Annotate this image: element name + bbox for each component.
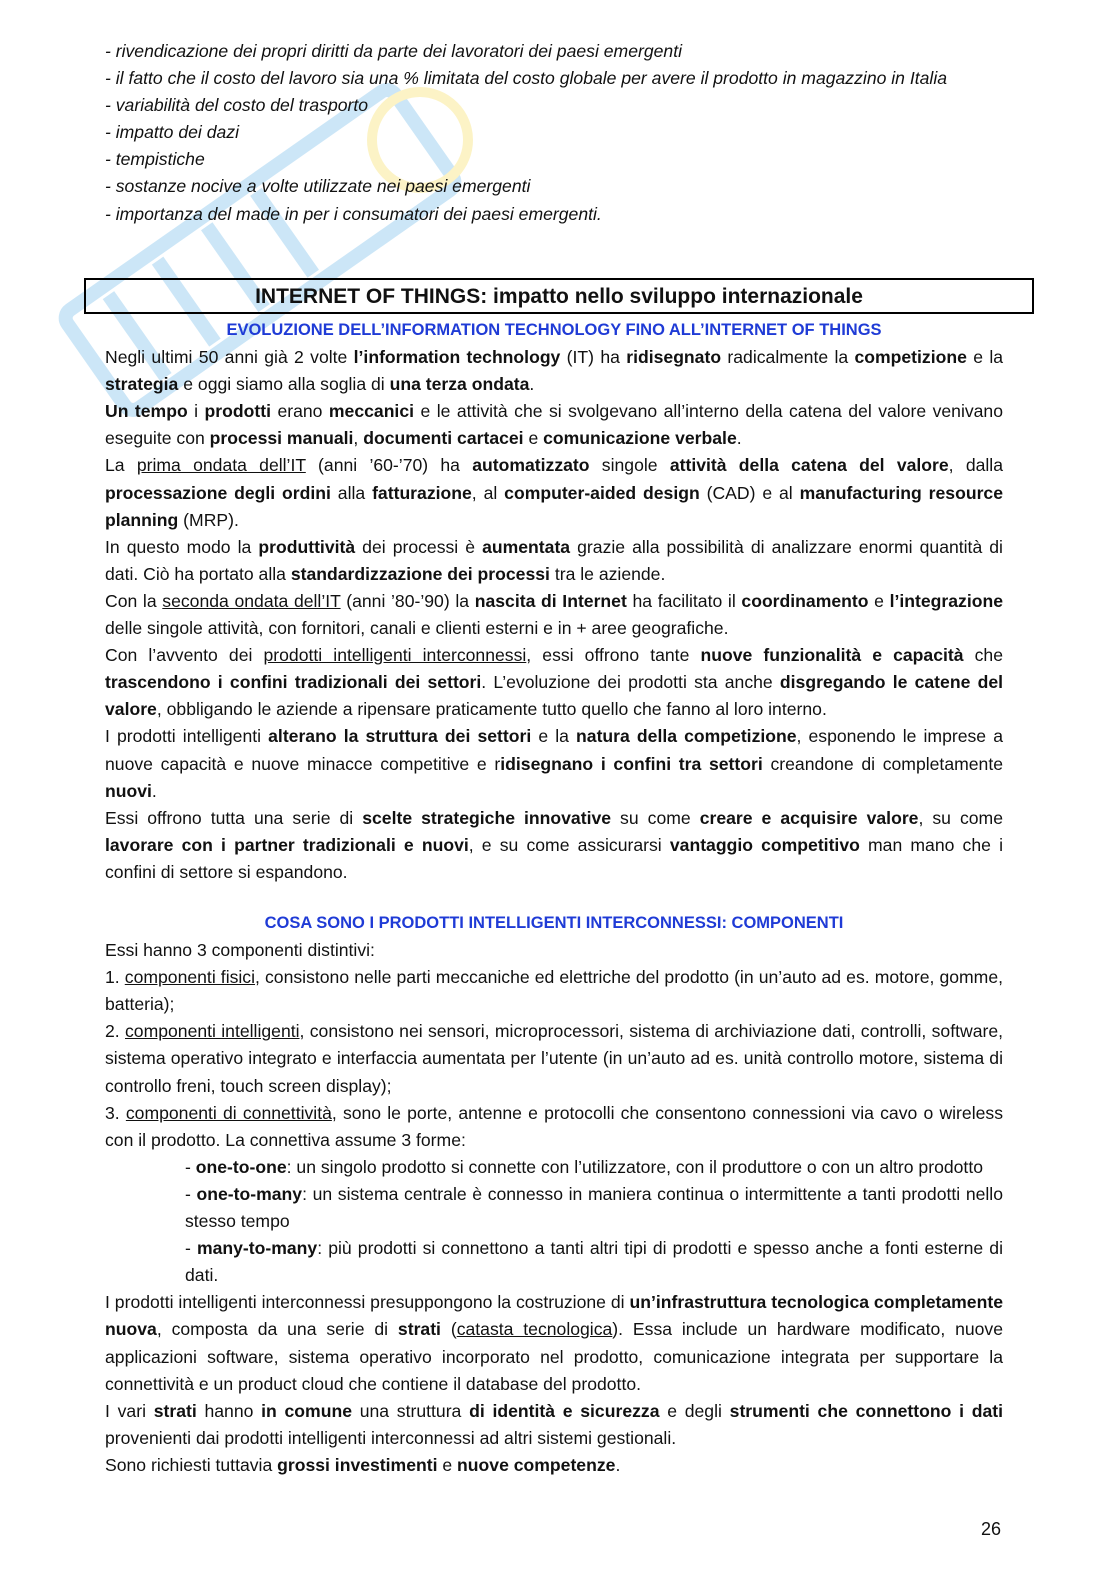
section-it-evolution bbox=[105, 317, 1003, 886]
paragraph: Negli ultimi 50 anni già 2 volte l’information technology (IT) ha ridisegnato radicalmente la competizione e la strategia e oggi siamo alla soglia di una terza ondata. bbox=[105, 347, 1004, 395]
list-item: - many-to-many: più prodotti si connettono a tanti altri tipi di prodotti e spesso anche a fonti esterne di dati. bbox=[185, 1238, 1003, 1286]
paragraph: I vari strati hanno in comune una struttura di identità e sicurezza e degli strumenti che connettono i dati provenienti dai prodotti intelligenti interconnessi ad altri sistemi gestionali. bbox=[105, 1400, 1004, 1448]
list-item: - one-to-one: un singolo prodotto si connette con l’utilizzatore, con il produttore o con un altro prodotto bbox=[185, 1156, 983, 1177]
paragraph: Essi hanno 3 componenti distintivi: bbox=[105, 940, 375, 961]
list-item: - one-to-many: un sistema centrale è connesso in maniera continua o intermittente a tanti prodotti nello stesso tempo bbox=[185, 1183, 1003, 1232]
section-heading: COSA SONO I PRODOTTI INTELLIGENTI INTERCONNESSI: COMPONENTI bbox=[264, 914, 844, 932]
paragraph: In questo modo la produttività dei processi è aumentata grazie alla possibilità di analizzare enormi quantità di dati. Ciò ha portato alla standardizzazione dei processi tra le aziende. bbox=[105, 536, 1003, 584]
paragraph: Sono richiesti tuttavia grossi investimenti e nuove competenze. bbox=[105, 1454, 621, 1475]
paragraph: La prima ondata dell’IT (anni ’60-’70) ha automatizzato singole attività della catena del valore, dalla processazione degli ordini alla fatturazione, al computer-aided design (CAD) e al manufacturing resource planning (MRP). bbox=[105, 455, 1003, 530]
paragraph: Con l’avvento dei prodotti intelligenti interconnessi, essi offrono tante nuove funzionalità e capacità che trascendono i confini tradizionali dei settori. L’evoluzione dei prodotti sta anche disgregando le catene del valore, obbligando le aziende a ripensare praticamente tutto quello che fanno al loro interno. bbox=[105, 645, 1003, 720]
paragraph: I prodotti intelligenti interconnessi presuppongono la costruzione di un’infrastruttura tecnologica completamente nuova, composta da una serie di strati (catasta tecnologica). Essa include un hardware modificato, nuove applicazioni software, sistema operativo incorporato nel prodotto, comunicazione integrata per supportare la connettività e un product cloud che contiene il database del prodotto. bbox=[105, 1292, 1004, 1394]
paragraph: Essi offrono tutta una serie di scelte strategiche innovative su come creare e acquisire valore, su come lavorare con i partner tradizionali e nuovi, e su come assicurarsi vantaggio competitivo man mano che i confini di settore si espandono. bbox=[105, 807, 1003, 882]
paragraph: Un tempo i prodotti erano meccanici e le attività che si svolgevano all’interno della catena del valore venivano eseguite con processi manuali, documenti cartacei e comunicazione verbale. bbox=[105, 401, 1004, 449]
list-item: - sostanze nocive a volte utilizzate nei paesi emergenti bbox=[105, 176, 531, 197]
list-item: - tempistiche bbox=[105, 149, 205, 170]
paragraph: 2. componenti intelligenti, consistono nei sensori, microprocessori, sistema di archiviazione dati, controlli, software, sistema operativo integrato e interfaccia aumentata per l’utente (in un’auto ad es. unità controllo motore, sistema di controllo freni, touch screen display); bbox=[105, 1021, 1004, 1096]
intro-list-block bbox=[105, 38, 1003, 228]
paragraph: Con la seconda ondata dell’IT (anni ’80-’90) la nascita di Internet ha facilitato il coordinamento e l’integrazione delle singole attività, con fornitori, canali e clienti esterni e in + aree geografiche. bbox=[105, 590, 1003, 639]
section-components bbox=[105, 910, 1003, 1479]
section-title-box: INTERNET OF THINGS: impatto nello sviluppo internazionale bbox=[84, 278, 1034, 314]
list-item: - rivendicazione dei propri diritti da parte dei lavoratori dei paesi emergenti bbox=[105, 41, 682, 61]
page-number: 26 bbox=[981, 1519, 1002, 1539]
intro-list bbox=[105, 38, 1003, 228]
paragraph: I prodotti intelligenti alterano la struttura dei settori e la natura della competizione, esponendo le imprese a nuove capacità e nuove minacce competitive e ridisegnano i confini tra settori creandone di completamente nuovi. bbox=[105, 726, 1004, 801]
list-item: - il fatto che il costo del lavoro sia una % limitata del costo globale per avere il prodotto in magazzino in Italia bbox=[105, 68, 948, 89]
list-item: - importanza del made in per i consumatori dei paesi emergenti. bbox=[105, 203, 602, 224]
paragraph: 1. componenti fisici, consistono nelle parti meccaniche ed elettriche del prodotto (in un’auto ad es. motore, gomme, batteria); bbox=[105, 967, 1004, 1015]
section-heading: EVOLUZIONE DELL’INFORMATION TECHNOLOGY FINO ALL’INTERNET OF THINGS bbox=[226, 321, 882, 339]
paragraph: 3. componenti di connettività, sono le porte, antenne e protocolli che consentono connessioni via cavo o wireless con il prodotto. La connettiva assume 3 forme: bbox=[105, 1102, 1003, 1150]
list-item: - impatto dei dazi bbox=[105, 122, 239, 143]
list-item: - variabilità del costo del trasporto bbox=[105, 95, 369, 116]
